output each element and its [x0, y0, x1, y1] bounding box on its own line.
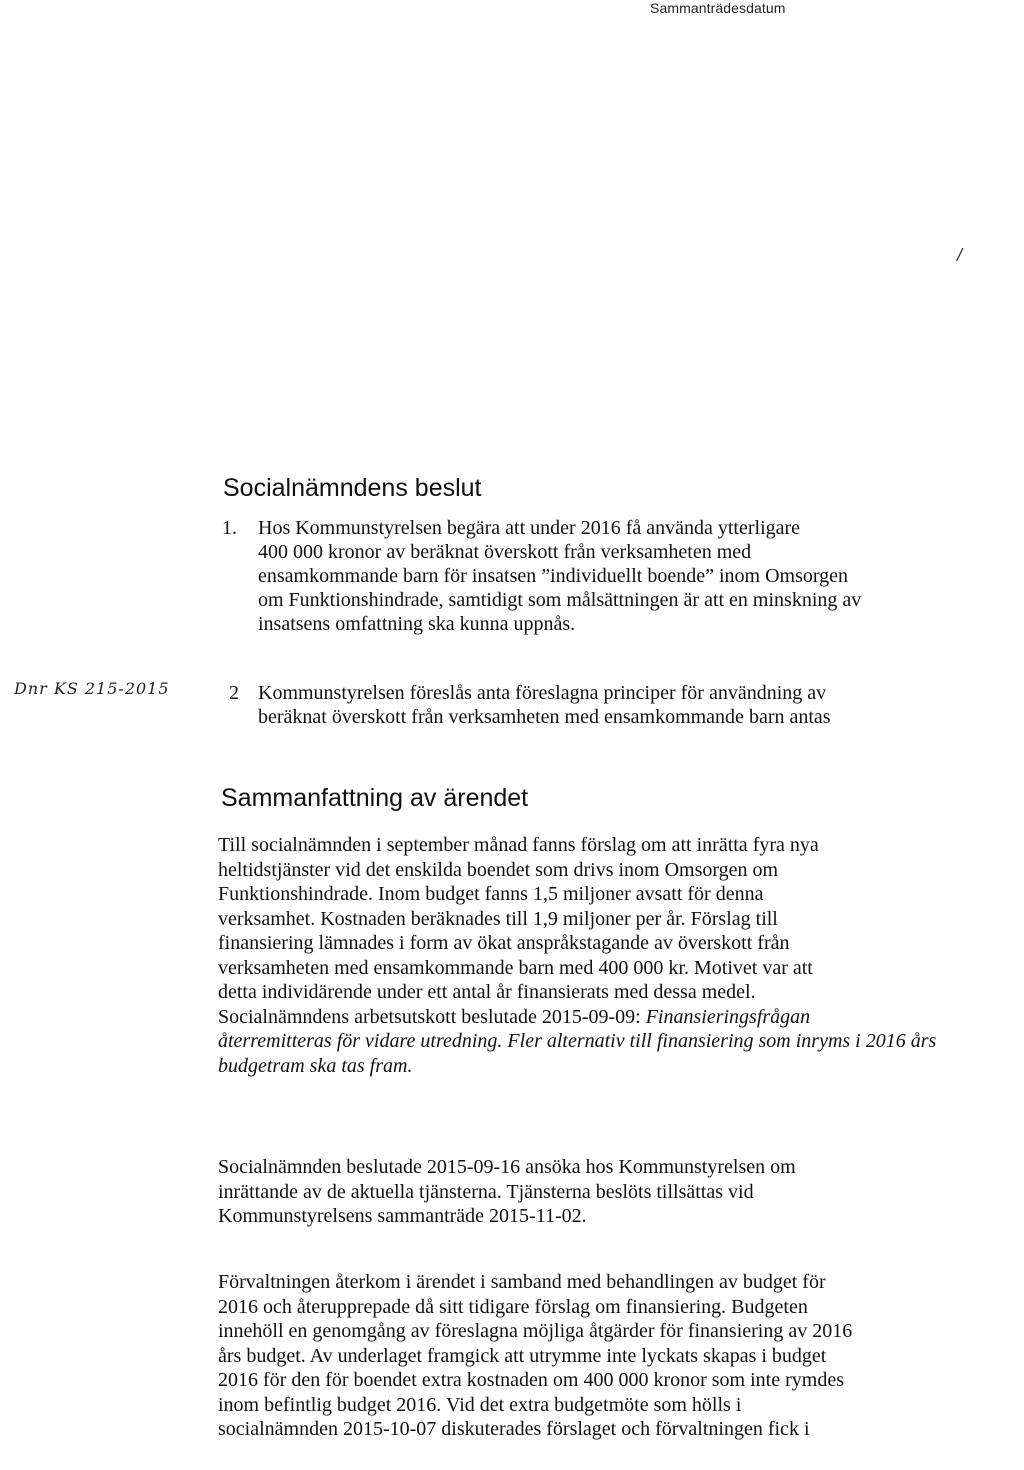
summary-line: 2016 och återupprepade då sitt tidigare förslag om finansiering. Budgeten: [218, 1295, 808, 1318]
summary-paragraph-1: [218, 833, 936, 1078]
summary-line: verksamhet. Kostnaden beräknades till 1,9 miljoner per år. Förslag till: [218, 907, 778, 930]
summary-line: Socialnämnden beslutade 2015-09-16 ansöka hos Kommunstyrelsen om: [218, 1156, 796, 1178]
section-heading-sammanfattning: Sammanfattning av ärendet: [221, 784, 529, 812]
decision-number-1: 1.: [222, 517, 237, 539]
summary-paragraph-3: [218, 1270, 852, 1442]
decision-2-line: Kommunstyrelsen föreslås anta föreslagna principer för användning av: [258, 682, 827, 704]
summary-line-mixed: [218, 1005, 936, 1030]
summary-line: innehöll en genomgång av föreslagna möjliga åtgärder för finansiering av 2016: [218, 1320, 853, 1342]
decision-1-line: om Funktionshindrade, samtidigt som målsättningen är att en minskning av: [258, 589, 862, 611]
summary-line: 2016 för den för boendet extra kostnaden om 400 000 kronor som inte rymdes: [218, 1369, 844, 1391]
summary-line-italic-part: Finansieringsfrågan: [645, 1005, 811, 1028]
summary-line: inom befintlig budget 2016. Vid det extra budgetmöte som hölls i: [218, 1393, 742, 1416]
meeting-date-label: Sammanträdesdatum: [650, 0, 786, 16]
decision-item-2: [258, 681, 831, 729]
summary-line: detta individärende under ett antal år finansierats med dessa medel.: [218, 981, 756, 1003]
summary-line: socialnämnden 2015-10-07 diskuterades förslaget och förvaltningen fick i: [218, 1418, 810, 1440]
handwritten-diary-number: Dnr KS 215-2015: [14, 679, 170, 698]
section-heading-beslut: Socialnämndens beslut: [223, 474, 482, 502]
decision-2-line: beräknat överskott från verksamheten med ensamkommande barn antas: [258, 706, 831, 728]
summary-line: års budget. Av underlaget framgick att utrymme inte lyckats skapas i budget: [218, 1344, 827, 1367]
decision-1-line: 400 000 kronor av beräknat överskott från verksamheten med: [258, 541, 752, 563]
summary-line-normal-part: Socialnämndens arbetsutskott beslutade 2015-09-09:: [218, 1005, 646, 1028]
decision-number-2: 2: [229, 682, 239, 704]
decision-1-line: ensamkommande barn för insatsen ”individuellt boende” inom Omsorgen: [258, 565, 849, 587]
summary-line: inrättande av de aktuella tjänsterna. Tjänsterna beslöts tillsättas vid: [218, 1180, 754, 1203]
summary-line: Funktionshindrade. Inom budget fanns 1,5 miljoner avsatt för denna: [218, 883, 764, 905]
summary-paragraph-2: [218, 1155, 796, 1229]
summary-line: Kommunstyrelsens sammanträde 2015-11-02.: [218, 1205, 587, 1227]
decision-item-1: [258, 516, 861, 636]
summary-line: Förvaltningen återkom i ärendet i samband med behandlingen av budget för: [218, 1271, 826, 1293]
summary-line: heltidstjänster vid det enskilda boendet som drivs inom Omsorgen om: [218, 858, 779, 881]
decision-1-line: Hos Kommunstyrelsen begära att under 2016 få använda ytterligare: [258, 517, 801, 539]
summary-line: Till socialnämnden i september månad fanns förslag om att inrätta fyra nya: [218, 834, 819, 856]
summary-line-italic: återremitteras för vidare utredning. Fler alternativ till finansiering som inryms i 2016 års: [218, 1030, 937, 1052]
summary-line: verksamheten med ensamkommande barn med 400 000 kr. Motivet var att: [218, 956, 813, 979]
summary-line: finansiering lämnades i form av ökat anspråkstagande av överskott från: [218, 932, 790, 954]
decision-1-line: insatsens omfattning ska kunna uppnås.: [258, 613, 576, 635]
stray-pen-mark: /: [954, 245, 965, 265]
summary-line-italic: budgetram ska tas fram.: [218, 1054, 413, 1077]
